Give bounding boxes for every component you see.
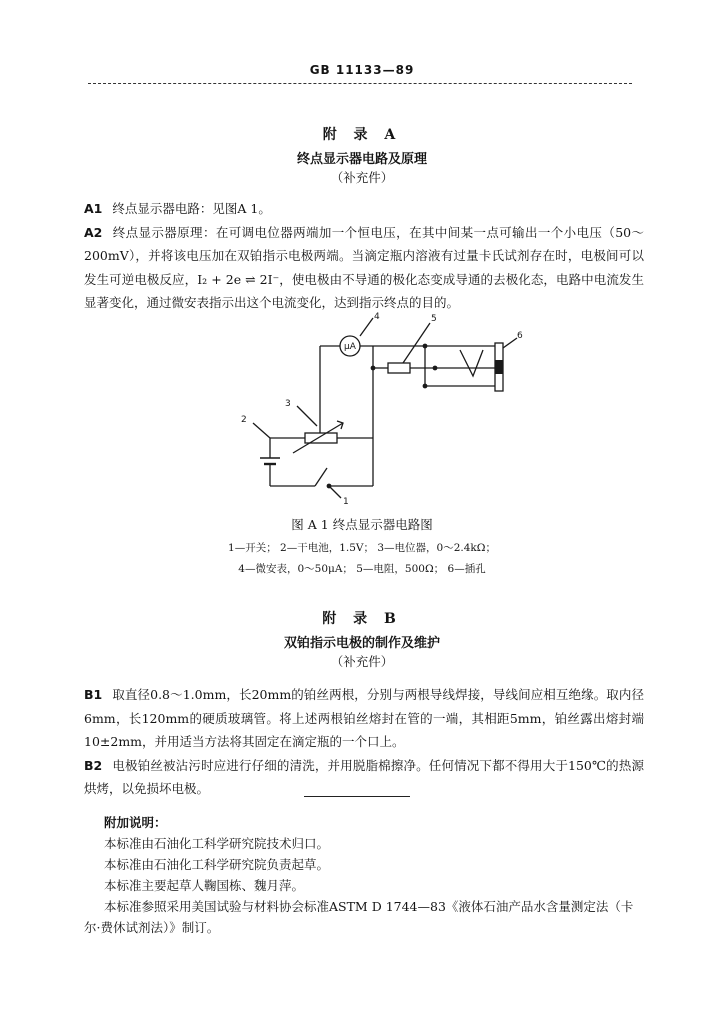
note-line-1: 本标准由石油化工科学研究院技术归口。 [104,836,330,851]
meter-label: μA [344,342,356,352]
resistor-symbol [388,363,410,373]
notes-divider [304,796,410,797]
potentiometer-symbol [305,433,337,443]
appendix-a-note: （补充件） [330,170,394,185]
label-1: 1 [343,497,349,507]
figure-legend-2: 4—微安表，0～50μA； 5—电阻，500Ω； 6—插孔 [238,563,486,575]
label-6: 6 [517,331,523,341]
appendix-b-body [84,683,644,801]
notes-heading: 附加说明： [104,815,167,830]
note-line-3: 本标准主要起草人鞠国栋、魏月萍。 [104,878,305,893]
appendix-b-subtitle: 双铂指示电极的制作及维护 [283,636,440,651]
appendix-b-title: 附 录 B [322,611,402,627]
appendix-a-title: 附 录 A [322,127,402,143]
note-line-2: 本标准由石油化工科学研究院负责起草。 [104,857,330,872]
appendix-b-note: （补充件） [330,654,394,669]
header-rule [88,83,632,84]
label-3: 3 [285,399,291,409]
item-b1: B1 取直径0.8～1.0mm，长20mm的铂丝两根，分别与两根导线焊接，导线间应相互绝缘。取内径6mm，长120mm的硬质玻璃管。将上述两根铂丝熔封在管的一端，其相距5mm，铂丝露出熔封端10±2mm，并用适当方法将其固定在滴定瓶的一个口上。 [84,687,644,749]
item-b2: B2 电极铂丝被沾污时应进行仔细的清洗，并用脱脂棉擦净。任何情况下都不得用大于150℃的热源烘烤，以免损坏电极。 [84,757,644,796]
label-4: 4 [374,312,380,322]
item-a2: A2 终点显示器原理：在可调电位器两端加一个恒电压，在其中间某一点可输出一个小电压（50～200mV），并将该电压加在双铂指示电极两端。当滴定瓶内溶液有过量卡氏试剂存在时，电极间可以发生可逆电极反应，I₂ + 2e ⇌ 2I⁻，使电极由不导通的极化态变成导通的去极化态，电路中电流发生显著变化，通过微安表指示出这个电流变化，达到指示终点的目的。 [84,224,644,310]
figure-legend-1: 1—开关； 2—干电池，1.5V； 3—电位器，0～2.4kΩ； [228,542,496,554]
figure-caption: 图 A 1 终点显示器电路图 [291,517,433,532]
page-header: GB 11133—89 [309,63,415,77]
note-line-4: 本标准参照采用美国试验与材料协会标准ASTM D 1744—83《液体石油产品水含量测定法（卡尔·费休试剂法）》制订。 [84,899,634,935]
circuit-diagram [225,308,525,508]
item-a1: A1 终点显示器电路：见图A 1。 [84,201,271,216]
additional-notes [84,812,664,938]
label-2: 2 [241,415,247,425]
appendix-a-subtitle: 终点显示器电路及原理 [296,152,427,167]
appendix-a-body [84,197,644,315]
label-5: 5 [431,314,437,324]
